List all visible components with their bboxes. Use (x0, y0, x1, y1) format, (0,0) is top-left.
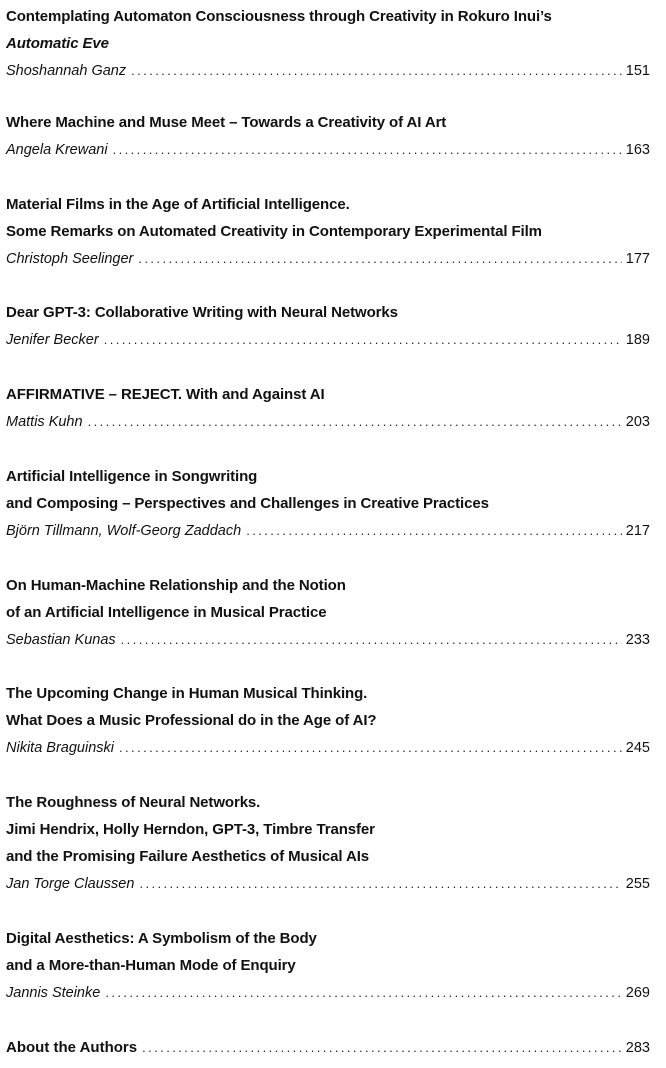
entry-page-number: 269 (625, 985, 650, 1001)
entry-author-line (6, 136, 650, 163)
entry-page-number: 189 (625, 332, 650, 348)
entry-author: Björn Tillmann, Wolf-Georg Zaddach (6, 523, 242, 539)
entry-heading: About the Authors (6, 1039, 138, 1056)
entry-title-line: On Human-Machine Relationship and the Notion (6, 577, 346, 594)
entry-author: Jan Torge Claussen (6, 876, 135, 892)
entry-page-number: 163 (625, 142, 650, 158)
entry-author-line (6, 326, 650, 353)
entry-page-number: 177 (625, 251, 650, 267)
toc-entry[interactable] (6, 463, 650, 544)
entry-page-number: 203 (625, 414, 650, 430)
entry-title-line: Jimi Hendrix, Holly Herndon, GPT-3, Timbre Transfer (6, 821, 375, 838)
entry-author: Shoshannah Ganz (6, 63, 127, 79)
dot-leader (121, 626, 622, 653)
toc-entry[interactable] (6, 381, 650, 435)
entry-author-line (6, 517, 650, 544)
entry-title-line: AFFIRMATIVE – REJECT. With and Against AI (6, 386, 325, 403)
entry-author: Angela Krewani (6, 142, 108, 158)
toc-entry[interactable] (6, 680, 650, 761)
dot-leader (88, 408, 622, 435)
toc-entry[interactable] (6, 191, 650, 272)
entry-author-line (6, 870, 650, 897)
entry-title-line: Material Films in the Age of Artificial Intelligence. (6, 196, 350, 213)
toc-entry[interactable] (6, 3, 650, 84)
dot-leader (104, 326, 622, 353)
entry-author-line (6, 979, 650, 1006)
entry-page-number: 217 (625, 523, 650, 539)
dot-leader (142, 1034, 622, 1061)
toc-entry[interactable] (6, 572, 650, 653)
toc-entry[interactable] (6, 925, 650, 1006)
entry-author: Jannis Steinke (6, 985, 101, 1001)
entry-title-line: and the Promising Failure Aesthetics of Musical AIs (6, 848, 370, 865)
entry-author-line (6, 245, 650, 272)
entry-author: Mattis Kuhn (6, 414, 83, 430)
entry-author: Christoph Seelinger (6, 251, 134, 267)
entry-title-line: Artificial Intelligence in Songwriting (6, 468, 258, 485)
entry-author: Jenifer Becker (6, 332, 99, 348)
entry-title-line: The Upcoming Change in Human Musical Thinking. (6, 685, 368, 702)
entry-author-line (6, 734, 650, 761)
entry-title-line: Digital Aesthetics: A Symbolism of the Body (6, 930, 317, 947)
toc-entry[interactable] (6, 299, 650, 353)
toc-entry[interactable] (6, 109, 650, 163)
entry-page-number: 151 (625, 63, 650, 79)
dot-leader (113, 136, 622, 163)
entry-page-number: 233 (625, 632, 650, 648)
entry-title-line: Some Remarks on Automated Creativity in Contemporary Experimental Film (6, 223, 542, 240)
entry-author: Nikita Braguinski (6, 740, 114, 756)
entry-page-number: 255 (625, 876, 650, 892)
entry-title-line: Where Machine and Muse Meet – Towards a Creativity of AI Art (6, 114, 447, 131)
dot-leader (105, 979, 621, 1006)
dot-leader (131, 57, 622, 84)
toc-entry-about-authors[interactable] (6, 1034, 650, 1061)
entry-title-line: of an Artificial Intelligence in Musical Practice (6, 604, 327, 621)
dot-leader (246, 517, 622, 544)
entry-author-line (6, 57, 650, 84)
entry-title-line: Dear GPT-3: Collaborative Writing with Neural Networks (6, 304, 398, 321)
entry-author-line (6, 626, 650, 653)
entry-title-line: and Composing – Perspectives and Challenges in Creative Practices (6, 495, 489, 512)
entry-title-line: The Roughness of Neural Networks. (6, 794, 261, 811)
entry-title-line: Automatic Eve (6, 35, 109, 52)
dot-leader (119, 734, 622, 761)
dot-leader (139, 870, 621, 897)
dot-leader (138, 245, 621, 272)
toc-entry[interactable] (6, 789, 650, 897)
entry-author-line (6, 408, 650, 435)
entry-title-line: What Does a Music Professional do in the Age of AI? (6, 712, 377, 729)
entry-author-line (6, 1034, 650, 1061)
entry-page-number: 283 (625, 1040, 650, 1056)
entry-author: Sebastian Kunas (6, 632, 116, 648)
entry-title-line: and a More-than-Human Mode of Enquiry (6, 957, 296, 974)
entry-page-number: 245 (625, 740, 650, 756)
entry-title-line: Contemplating Automaton Consciousness through Creativity in Rokuro Inui’s (6, 8, 552, 25)
